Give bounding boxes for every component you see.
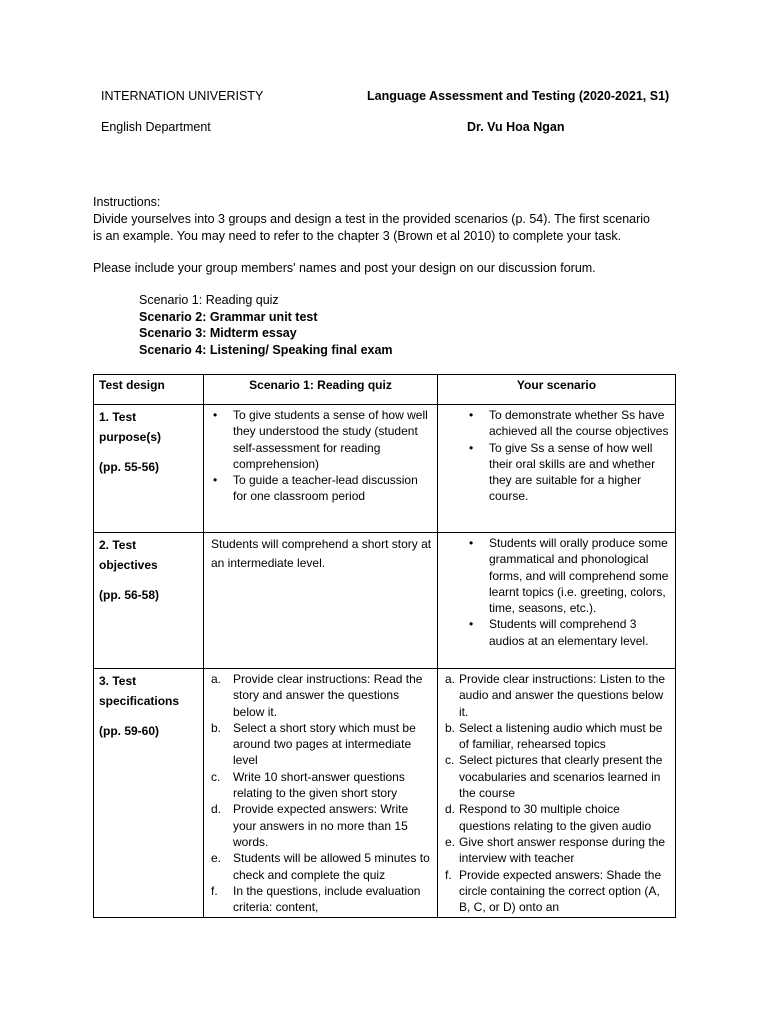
list-item: d. Provide expected answers: Write your answers in no more than 15 words. (211, 802, 409, 849)
scenario-list (139, 292, 393, 358)
scenario1-purpose-cell (204, 405, 438, 533)
list-item: a. Provide clear instructions: Read the story and answer the questions below it. (211, 672, 423, 719)
instructions-line-3: Please include your group members' names and post your design on our discussion forum. (93, 261, 596, 275)
table-row (94, 669, 676, 918)
row-label-objectives (94, 533, 204, 669)
row-label-text: 3. Test specifications (99, 674, 180, 708)
row-label-text: 2. Test objectives (99, 538, 158, 572)
scenario-item: Scenario 1: Reading quiz (139, 293, 279, 307)
scenario-item: Scenario 3: Midterm essay (139, 326, 297, 340)
list-item: b. Select a listening audio which must be of familiar, rehearsed topics (445, 720, 663, 752)
table-row (94, 405, 676, 533)
list-item: f. Provide expected answers: Shade the circle containing the correct option (A, B, C, or D) onto an (445, 867, 662, 915)
university-name: INTERNATION UNIVERISTY (101, 89, 264, 103)
instructions-heading: Instructions: (93, 195, 161, 209)
instructions-line-2: is an example. You may need to refer to the chapter 3 (Brown et al 2010) to complete your task. (93, 229, 622, 243)
department-name: English Department (101, 120, 211, 134)
list-item: • To give students a sense of how well they understood the study (student self-assessment for reading comprehension) (209, 407, 432, 472)
scenario-item: Scenario 4: Listening/ Speaking final exam (139, 342, 393, 357)
list-item: c. Select pictures that clearly present the vocabularies and scenarios learned in the course (445, 753, 663, 801)
list-item: e. Give short answer response during the interview with teacher (445, 834, 666, 866)
table-row (94, 533, 676, 669)
list-item: • To give Ss a sense of how well their oral skills are and whether they are suitable for a higher course. (443, 440, 670, 505)
list-item: b. Select a short story which must be around two pages at intermediate level (211, 720, 416, 768)
instructor-name: Dr. Vu Hoa Ngan (467, 120, 565, 134)
row-pages: (pp. 56-58) (99, 588, 160, 602)
test-design-table (93, 374, 676, 918)
your-purpose-cell (438, 405, 676, 533)
header-scenario-1: Scenario 1: Reading quiz (204, 375, 438, 405)
row-pages: (pp. 59-60) (99, 724, 160, 738)
scenario1-specs-cell (204, 669, 438, 918)
list-item: • Students will comprehend 3 audios at an elementary level. (443, 616, 670, 649)
row-pages: (pp. 55-56) (99, 460, 160, 474)
table-header-row (94, 375, 676, 405)
row-label-text: 1. Test purpose(s) (99, 410, 162, 444)
row-label-purpose (94, 405, 204, 533)
list-item: • To guide a teacher-lead discussion for one classroom period (209, 472, 432, 505)
scenario-item: Scenario 2: Grammar unit test (139, 309, 318, 324)
list-item: e. Students will be allowed 5 minutes to check and complete the quiz (211, 851, 430, 882)
header-your-scenario: Your scenario (438, 375, 676, 405)
your-objectives-cell (438, 533, 676, 669)
list-item: a. Provide clear instructions: Listen to the audio and answer the questions below it. (445, 672, 666, 719)
instructions-line-1: Divide yourselves into 3 groups and design a test in the provided scenarios (p. 54). The first scenario (93, 212, 651, 226)
list-item: d. Respond to 30 multiple choice questions relating to the given audio (445, 802, 652, 833)
scenario1-objectives-cell (204, 533, 438, 669)
row-label-specifications (94, 669, 204, 918)
list-item: • To demonstrate whether Ss have achieved all the course objectives (443, 407, 670, 440)
course-title: Language Assessment and Testing (2020-2021, S1) (367, 89, 670, 103)
list-item: f. In the questions, include evaluation criteria: content, (211, 883, 421, 915)
list-item: c. Write 10 short-answer questions relating to the given short story (211, 769, 405, 801)
your-specs-cell (438, 669, 676, 918)
header-test-design: Test design (94, 375, 204, 405)
objective-text: Students will comprehend a short story at an intermediate level. (211, 537, 432, 570)
list-item: • Students will orally produce some grammatical and phonological forms, and will comprehend some learnt topics (i.e. greeting, colors, time, seasons, etc.). (443, 535, 670, 616)
